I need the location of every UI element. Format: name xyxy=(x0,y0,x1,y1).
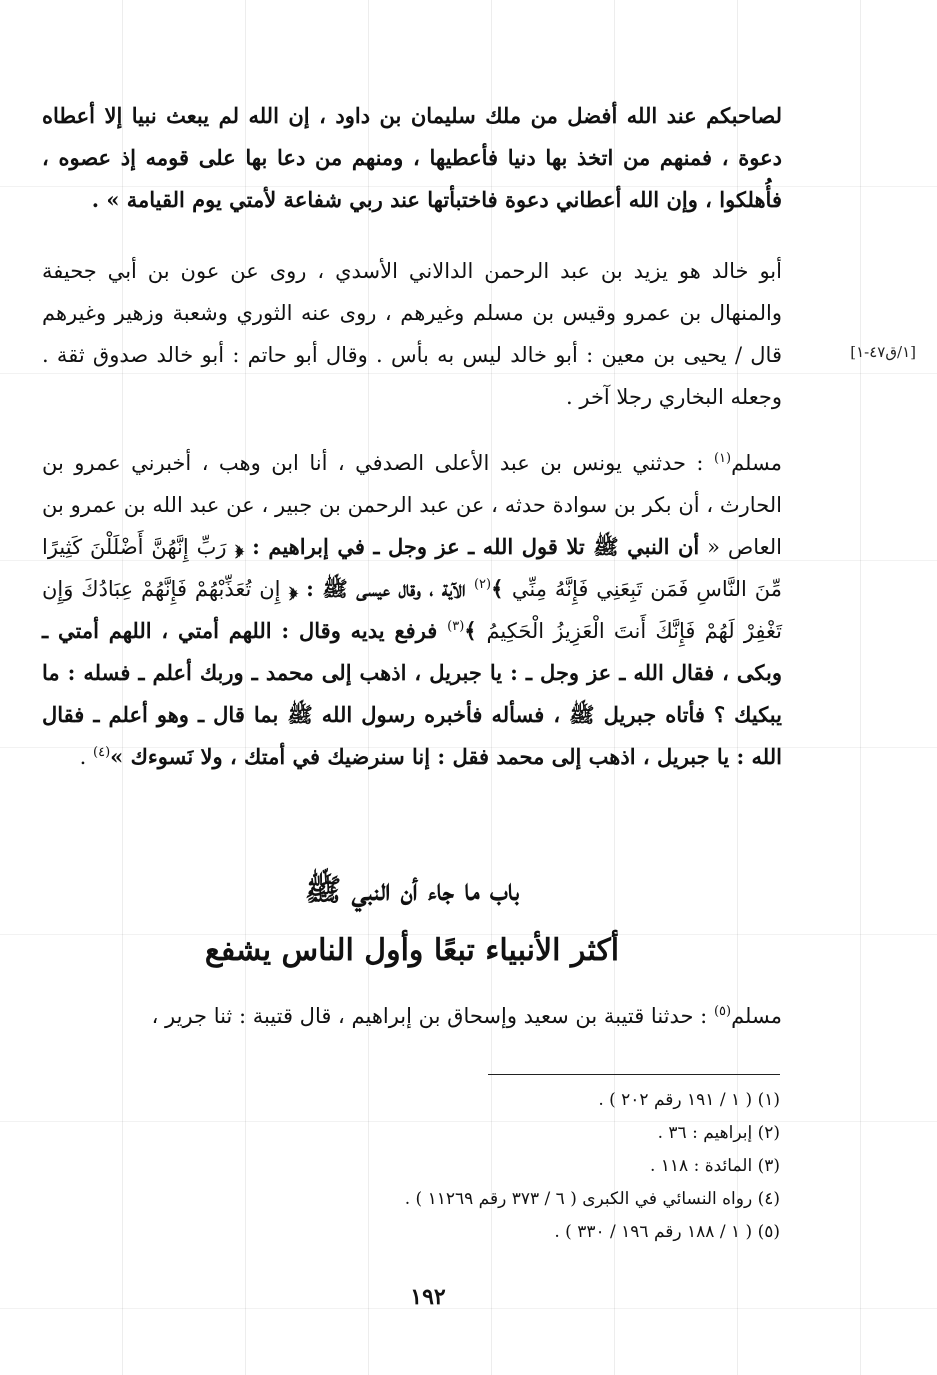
source-name: مسلم xyxy=(731,1004,782,1028)
paragraph-hadith-ending xyxy=(42,95,782,221)
paragraph-muslim-hadith xyxy=(42,442,782,778)
footnote-1: (١) ( ١ / ١٩١ رقم ٢٠٢ ) . xyxy=(598,1090,780,1110)
page-number: ١٩٢ xyxy=(410,1284,446,1310)
footnote-2: (٢) إبراهيم : ٣٦ . xyxy=(657,1123,780,1143)
isnad-text: : حدثنا قتيبة بن سعيد وإسحاق بن إبراهيم ، قال قتيبة : ثنا جرير ، xyxy=(151,1004,714,1028)
footnote-4: (٤) رواه النسائي في الكبرى ( ٦ / ٣٧٣ رقم ١١٢٦٩ ) . xyxy=(404,1189,780,1209)
quran-bracket: ﴾ xyxy=(491,576,512,601)
footnote-separator xyxy=(488,1074,780,1075)
paragraph-text: لصاحبكم عند الله أفضل من ملك سليمان بن داود ، إن الله لم يبعث نبيا إلا أعطاه دعوة ، فمنهم من اتخذ بها دنيا فأعطيها ، ومنهم من دعا بها على قومه إذ عصوه ، فأُهلكوا ، وإن الله أعطاني دعوة فاختبأتها عند ربي شفاعة لأمتي يوم القيامة » . xyxy=(42,103,782,212)
footnotes xyxy=(300,1084,780,1249)
footnote-ref-3[interactable]: (٣) xyxy=(447,619,465,634)
closing-quote: » xyxy=(110,744,131,769)
source-name: مسلم xyxy=(731,451,782,475)
isnad-text: : حدثني يونس بن عبد الأعلى الصدفي ، أنا ابن وهب ، أخبرني عمرو بن الحارث ، أن بكر بن سوادة حدثه ، عن عبد الرحمن بن جبير ، عن عبد الله بن عمرو بن العاص « xyxy=(42,451,782,559)
footnote-5: (٥) ( ١ / ١٨٨ رقم ١٩٦ / ٣٣٠ ) . xyxy=(554,1222,780,1242)
chapter-heading-line-2: أكثر الأنبياء تبعًا وأول الناس يشفع xyxy=(204,933,620,968)
footnote-3: (٣) المائدة : ١١٨ . xyxy=(649,1156,780,1176)
matn-text: أن النبي ﷺ تلا قول الله ـ عز وجل ـ في إبراهيم : ﴿ xyxy=(226,534,700,559)
footnote-ref-5[interactable]: (٥) xyxy=(713,1004,732,1019)
sentence-end: . xyxy=(79,745,94,769)
footnote-ref-2[interactable]: (٢) xyxy=(473,577,492,592)
paragraph-narrator-note xyxy=(42,250,782,418)
manuscript-folio-marker: [١/ق٤٧-١] xyxy=(850,343,916,361)
footnote-ref-4[interactable]: (٤) xyxy=(93,745,111,760)
footnote-ref-1[interactable]: (١) xyxy=(713,451,732,466)
quran-verse-ibrahim: رَبِّ إِنَّهُنَّ أَضْلَلْنَ كَثِيرًا مِّنَ النَّاسِ فَمَن تَبِعَنِي فَإِنَّهُ مِنِّي xyxy=(42,535,782,601)
quran-bracket: ﴾ xyxy=(464,618,487,643)
matn-text: فرفع يديه وقال : اللهم أمتي ، اللهم أمتي ـ وبكى ، فقال الله ـ عز وجل ـ : يا جبريل ، اذهب إلى محمد ـ وربك أعلم ـ فسله : ما يبكيك ؟ فأتاه جبريل ﷺ ، فسأله فأخبره رسول الله ﷺ بما قال ـ وهو أعلم ـ فقال الله : يا جبريل ، اذهب إلى محمد فقل : إنا سنرضيك في أمتك ، ولا نَسوءك xyxy=(42,618,782,769)
chapter-heading-line-1: باب ما جاء أن النبي ﷺ xyxy=(304,873,520,908)
paragraph-text: أبو خالد هو يزيد بن عبد الرحمن الدالاني الأسدي ، روى عن عون بن أبي جحيفة والمنهال بن عمرو وقيس بن مسلم وغيرهم ، روى عنه الثوري وشعبة وزهير وغيرهم قال / يحيى بن معين : أبو خالد ليس به بأس . وقال أبو حاتم : أبو خالد صدوق ثقة . وجعله البخاري رجلا آخر . xyxy=(42,259,782,409)
quran-verse-maidah: إِن تُعَذِّبْهُمْ فَإِنَّهُمْ عِبَادُكَ وَإِن تَغْفِرْ لَهُمْ فَإِنَّكَ أَنتَ الْعَزِيزُ الْحَكِيمُ xyxy=(42,577,783,643)
paragraph-muslim-isnad xyxy=(42,995,782,1037)
matn-text: الآية ، وقال عيسى ﷺ : ﴿ xyxy=(280,576,474,601)
